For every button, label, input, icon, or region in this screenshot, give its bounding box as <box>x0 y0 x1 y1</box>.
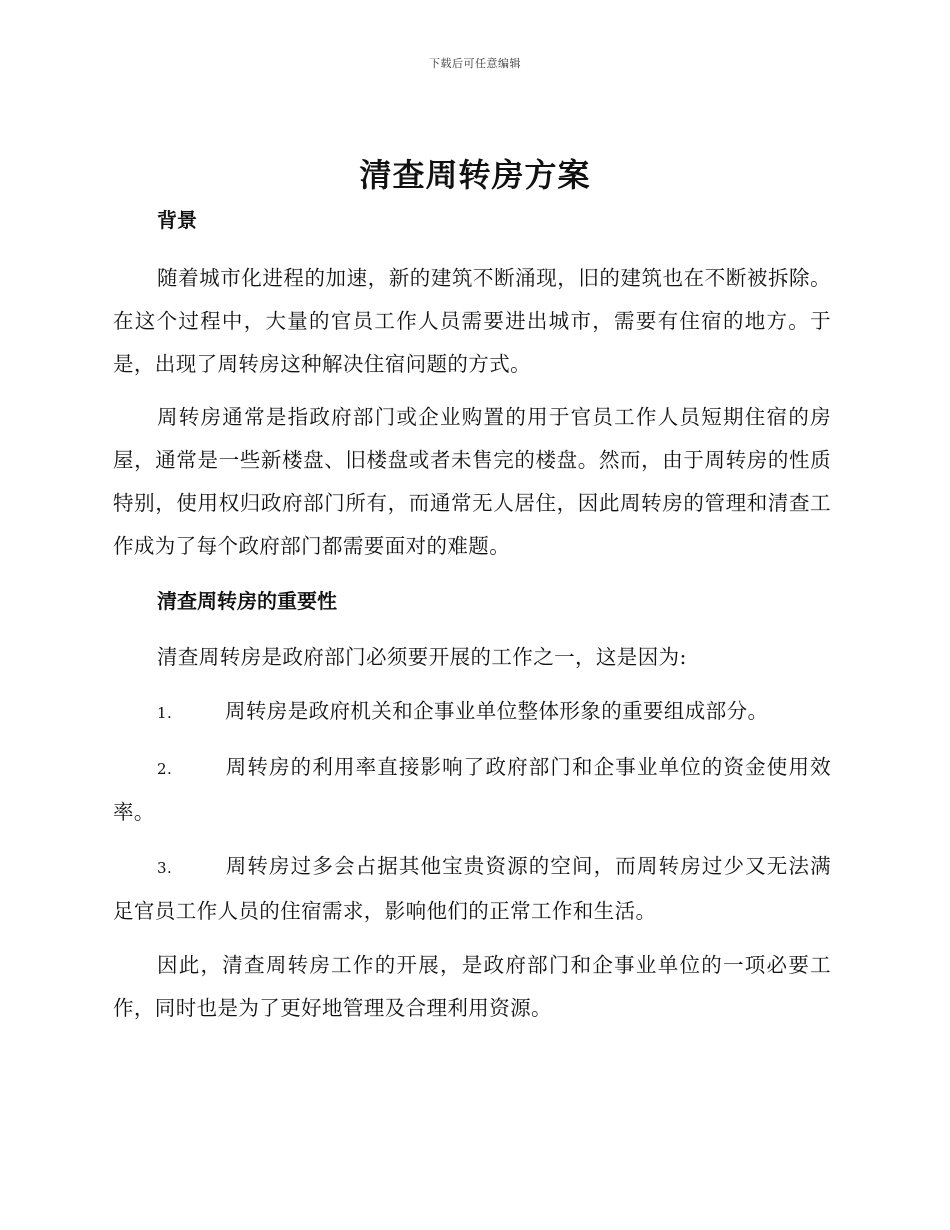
list-number: 2. <box>157 760 173 778</box>
paragraph: 随着城市化进程的加速，新的建筑不断涌现，旧的建筑也在不断被拆除。在这个过程中，大量的官员工作人员需要进出城市，需要有住宿的地方。于是，出现了周转房这种解决住宿问题的方式。 <box>113 266 831 376</box>
list-text: 周转房过多会占据其他宝贵资源的空间，而周转房过少又无法满足官员工作人员的住宿需求，影响他们的正常工作和生活。 <box>113 854 831 923</box>
list-number: 3. <box>157 859 173 877</box>
list-text: 周转房的利用率直接影响了政府部门和企事业单位的资金使用效率。 <box>113 755 831 824</box>
list-number: 1. <box>157 704 173 722</box>
section-heading-background: 背景 <box>157 208 197 232</box>
section-heading-importance: 清查周转房的重要性 <box>157 589 337 613</box>
paragraph: 因此，清查周转房工作的开展，是政府部门和企事业单位的一项必要工作，同时也是为了更好地管理及合理利用资源。 <box>113 953 831 1020</box>
document-title: 清查周转房方案 <box>359 156 591 194</box>
document-body <box>113 205 831 1030</box>
list-text: 周转房是政府机关和企事业单位整体形象的重要组成部分。 <box>225 699 769 723</box>
list-item <box>113 746 831 834</box>
paragraph: 周转房通常是指政府部门或企业购置的用于官员工作人员短期住宿的房屋，通常是一些新楼盘、旧楼盘或者未售完的楼盘。然而，由于周转房的性质特别，使用权归政府部门所有，而通常无人居住，因此周转房的管理和清查工作成为了每个政府部门都需要面对的难题。 <box>113 405 831 558</box>
paragraph: 清查周转房是政府部门必须要开展的工作之一，这是因为: <box>157 645 687 669</box>
header-note: 下载后可任意编辑 <box>429 57 521 70</box>
list-item <box>113 845 831 933</box>
list-item <box>113 690 831 735</box>
